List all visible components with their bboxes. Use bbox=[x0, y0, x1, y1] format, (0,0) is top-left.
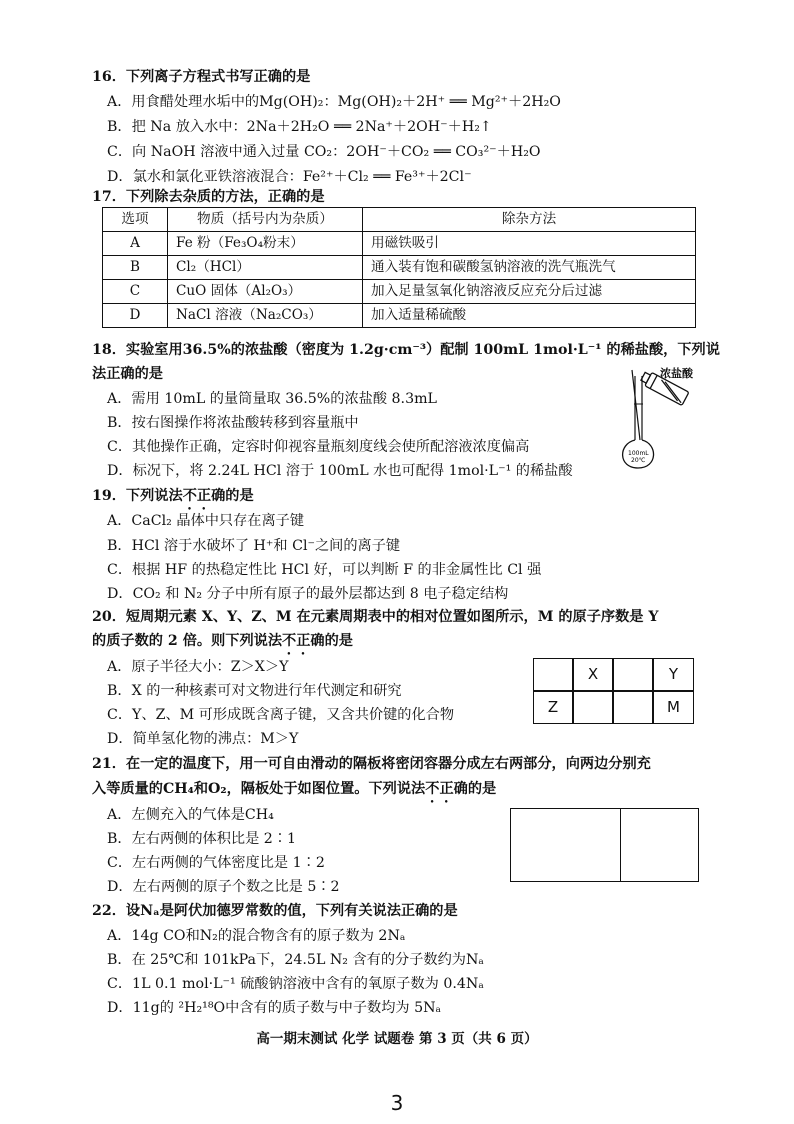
q21-stem-line1: 21．在一定的温度下，用一可自由滑动的隔板将密闭容器分成左右两部分，向两边分别充 bbox=[92, 756, 651, 772]
q21-stem-emphasis: 不正 bbox=[425, 781, 454, 797]
grid-cell-empty bbox=[573, 691, 613, 724]
q16-stem: 16．下列离子方程式书写正确的是 bbox=[92, 69, 311, 85]
table-cell: 通入装有饱和碳酸氢钠溶液的洗气瓶洗气 bbox=[363, 256, 696, 280]
q19-stem-emphasis: 不正 bbox=[182, 488, 212, 504]
table-header-cell: 除杂方法 bbox=[363, 208, 696, 232]
table-cell: NaCl 溶液（Na₂CO₃） bbox=[168, 304, 363, 328]
table-cell: Fe 粉（Fe₃O₄粉末） bbox=[168, 232, 363, 256]
table-cell: 用磁铁吸引 bbox=[363, 232, 696, 256]
table-cell: C bbox=[103, 280, 168, 304]
q20-stem-line2 bbox=[92, 633, 353, 658]
q18-option-c: C．其他操作正确，定容时仰视容量瓶刻度线会使所配溶液浓度偏高 bbox=[107, 439, 530, 455]
q20-stem-emphasis: 不正 bbox=[282, 633, 311, 649]
q22-option-d: D．11g的 ²H₂¹⁸O中含有的质子数与中子数均为 5Nₐ bbox=[107, 1000, 442, 1016]
table-row bbox=[103, 232, 696, 256]
grid-cell-empty bbox=[613, 691, 653, 724]
q20-stem-line1: 20．短周期元素 X、Y、Z、M 在元素周期表中的相对位置如图所示，M 的原子序数是 Y bbox=[92, 609, 659, 625]
table-header-row bbox=[103, 208, 696, 232]
table-cell: CuO 固体（Al₂O₃） bbox=[168, 280, 363, 304]
q17-table bbox=[102, 207, 696, 328]
grid-cell-m: M bbox=[653, 691, 694, 724]
q22-stem: 22．设Nₐ是阿伏加德罗常数的值，下列有关说法正确的是 bbox=[92, 903, 458, 919]
volumetric-flask-figure bbox=[608, 364, 700, 472]
q18-stem-line1: 18．实验室用36.5%的浓盐酸（密度为 1.2g·cm⁻³）配制 100mL 1mol·L⁻¹ 的稀盐酸，下列说 bbox=[92, 342, 720, 358]
q21-option-a: A．左侧充入的气体是CH₄ bbox=[107, 807, 274, 823]
q18-option-d: D．标况下，将 2.24L HCl 溶于 100mL 水也可配得 1mol·L⁻¹ 的稀盐酸 bbox=[107, 463, 573, 479]
q20-option-a: A．原子半径大小：Z＞X＞Y bbox=[107, 659, 289, 675]
q18-option-a: A．需用 10mL 的量筒量取 36.5%的浓盐酸 8.3mL bbox=[107, 391, 437, 407]
q22-option-c: C．1L 0.1 mol·L⁻¹ 硫酸钠溶液中含有的氧原子数为 0.4Nₐ bbox=[107, 976, 484, 992]
grid-cell-z: Z bbox=[533, 691, 573, 724]
grid-cell-x: X bbox=[573, 658, 613, 691]
q19-option-d: D．CO₂ 和 N₂ 分子中所有原子的最外层都达到 8 电子稳定结构 bbox=[107, 586, 509, 602]
q20-option-b: B．X 的一种核素可对文物进行年代测定和研究 bbox=[107, 683, 402, 699]
sliding-partition bbox=[620, 809, 621, 881]
page-footer: 高一期末测试 化学 试题卷 第 3 页（共 6 页） bbox=[256, 1031, 538, 1047]
q20-stem-post: 确的是 bbox=[310, 633, 353, 649]
table-header-cell: 选项 bbox=[103, 208, 168, 232]
q19-option-a: A．CaCl₂ 晶体中只存在离子键 bbox=[107, 513, 305, 529]
q20-option-c: C．Y、Z、M 可形成既含离子键，又含共价键的化合物 bbox=[107, 707, 455, 723]
q18-stem-line2: 法正确的是 bbox=[92, 366, 163, 382]
q16-option-c: C．向 NaOH 溶液中通入过量 CO₂：2OH⁻＋CO₂ ══ CO₃²⁻＋H₂O bbox=[107, 144, 541, 160]
concentrated-hcl-label: 浓盐酸 bbox=[660, 367, 693, 380]
flask-illustration bbox=[608, 364, 700, 472]
q21-stem-pre: 入等质量的CH₄和O₂，隔板处于如图位置。下列说法 bbox=[92, 781, 426, 797]
table-cell: 加入适量稀硫酸 bbox=[363, 304, 696, 328]
table-row bbox=[103, 280, 696, 304]
sealed-container-figure bbox=[510, 808, 699, 882]
q16-option-a: A．用食醋处理水垢中的Mg(OH)₂：Mg(OH)₂＋2H⁺ ══ Mg²⁺＋2H₂O bbox=[107, 94, 561, 110]
q21-option-d: D．左右两侧的原子个数之比是 5∶2 bbox=[107, 879, 340, 895]
flask-volume-label: 100mL bbox=[628, 450, 649, 457]
q19-stem-pre: 19．下列说法 bbox=[92, 488, 183, 504]
table-cell: B bbox=[103, 256, 168, 280]
q18-option-b: B．按右图操作将浓盐酸转移到容量瓶中 bbox=[107, 415, 359, 431]
periodic-table-fragment bbox=[533, 658, 694, 724]
table-cell: D bbox=[103, 304, 168, 328]
q22-option-a: A．14g CO和N₂的混合物含有的原子数为 2Nₐ bbox=[107, 928, 406, 944]
q16-option-b: B．把 Na 放入水中：2Na＋2H₂O ══ 2Na⁺＋2OH⁻＋H₂↑ bbox=[107, 119, 492, 135]
flask-temp-label: 20℃ bbox=[631, 457, 646, 464]
table-cell: Cl₂（HCl） bbox=[168, 256, 363, 280]
page-number: 3 bbox=[390, 1091, 404, 1115]
q19-option-b: B．HCl 溶于水破坏了 H⁺和 Cl⁻之间的离子键 bbox=[107, 538, 401, 554]
q21-stem-post: 确的是 bbox=[453, 781, 497, 797]
q19-option-c: C．根据 HF 的热稳定性比 HCl 好，可以判断 F 的非金属性比 Cl 强 bbox=[107, 562, 542, 578]
table-header-cell: 物质（括号内为杂质） bbox=[168, 208, 363, 232]
q21-option-b: B．左右两侧的体积比是 2∶1 bbox=[107, 831, 297, 847]
table-row bbox=[103, 304, 696, 328]
q20-option-d: D．简单氢化物的沸点：M＞Y bbox=[107, 731, 299, 747]
q16-option-d: D．氯水和氯化亚铁溶液混合：Fe²⁺＋Cl₂ ══ Fe³⁺＋2Cl⁻ bbox=[107, 169, 472, 185]
table-cell: 加入足量氢氧化钠溶液反应充分后过滤 bbox=[363, 280, 696, 304]
grid-cell-empty bbox=[533, 658, 573, 691]
grid-cell-y: Y bbox=[653, 658, 694, 691]
table-row bbox=[103, 256, 696, 280]
table-cell: A bbox=[103, 232, 168, 256]
q22-option-b: B．在 25℃和 101kPa下，24.5L N₂ 含有的分子数约为Nₐ bbox=[107, 952, 484, 968]
q20-stem-pre: 的质子数的 2 倍。则下列说法 bbox=[92, 633, 283, 649]
q19-stem-post: 确的是 bbox=[211, 488, 254, 504]
q21-option-c: C．左右两侧的气体密度比是 1∶2 bbox=[107, 855, 325, 871]
q21-stem-line2 bbox=[92, 781, 496, 806]
q19-stem bbox=[92, 488, 254, 513]
q17-stem: 17．下列除去杂质的方法，正确的是 bbox=[92, 189, 325, 205]
grid-cell-empty bbox=[613, 658, 653, 691]
